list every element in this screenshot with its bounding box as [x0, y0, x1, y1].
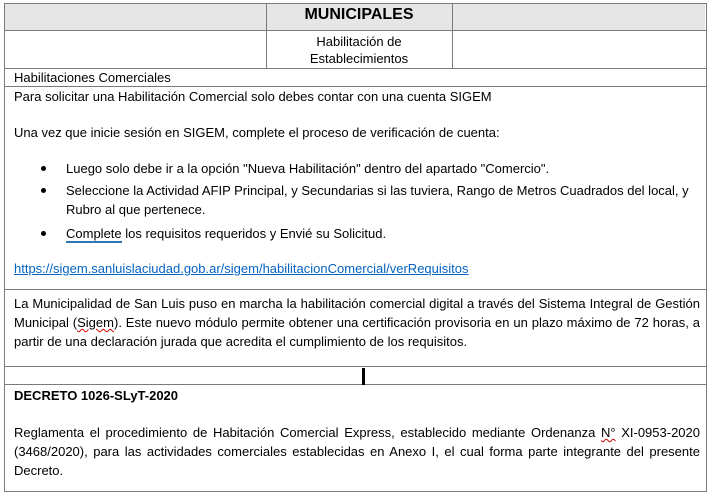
decree-paragraph — [14, 423, 700, 480]
bullet-icon — [41, 231, 46, 236]
bullet-item-continuation: Rubro al que pertenece. — [66, 202, 206, 217]
requisitos-link[interactable]: https://sigem.sanluislaciudad.gob.ar/sigem/habilitacionComercial/verRequisitos — [14, 261, 469, 276]
paragraph-text: XI-0953-2020 (3468/2020), para las actividades comerciales establecidas en Anexo I, el cual forma parte integrante del presente Decreto. — [14, 425, 700, 478]
bullet-item — [66, 225, 386, 243]
habilitacion-paragraph — [14, 294, 700, 351]
header-left-cell — [5, 4, 266, 30]
paragraph-text: La Municipalidad de San Luis puso en marcha la habilitación comercial digital a través del Sistema Integral de Gestión Municipal ( — [14, 296, 700, 330]
header-right-cell — [452, 4, 705, 30]
table-border — [4, 30, 706, 31]
intro-text: Para solicitar una Habilitación Comercial solo debes contar con una cuenta SIGEM — [14, 89, 492, 104]
decree-heading: DECRETO 1026-SLyT-2020 — [14, 388, 179, 403]
complete-word: Complete — [66, 226, 122, 241]
subtitle-line-2: Establecimientos — [309, 51, 409, 66]
sigem-term: Sigem — [77, 315, 114, 330]
bullet-item: Luego solo debe ir a la opción "Nueva Habilitación" dentro del apartado "Comercio". — [66, 161, 550, 176]
bullet-item-rest: los requisitos requeridos y Envié su Solicitud. — [121, 226, 387, 241]
subtitle-line-1: Habilitación de — [316, 34, 402, 49]
paragraph-text: ). Este nuevo módulo permite obtener una certificación provisoria en un plazo máximo de 72 horas, a partir de una declaración jurada que acredita el cumplimiento de los requisitos. — [14, 315, 700, 349]
section-heading: Habilitaciones Comerciales — [14, 70, 171, 85]
bullet-item: Seleccione la Actividad AFIP Principal, y Secundarias si las tuviera, Rango de Metros Cuadrados del local, y — [66, 183, 689, 198]
table-border — [452, 3, 453, 69]
table-border — [4, 366, 706, 367]
bullet-icon — [41, 166, 46, 171]
bullet-icon — [41, 188, 46, 193]
table-border — [4, 384, 706, 385]
step-intro-text: Una vez que inicie sesión en SIGEM, complete el proceso de verificación de cuenta: — [14, 125, 500, 140]
table-border — [4, 491, 706, 492]
paragraph-text: Reglamenta el procedimiento de Habitación Comercial Express, establecido mediante Ordenanza — [14, 425, 601, 440]
table-border — [4, 289, 706, 290]
table-border — [4, 3, 5, 492]
table-border — [706, 3, 707, 492]
cursor-bar — [362, 368, 365, 385]
page-title: MUNICIPALES — [304, 6, 414, 23]
number-sign: N° — [600, 425, 616, 440]
